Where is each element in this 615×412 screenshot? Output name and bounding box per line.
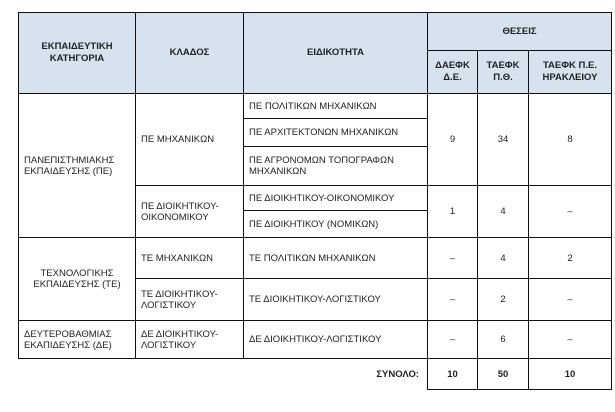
- header-branch: ΚΛΑΔΟΣ: [136, 13, 244, 94]
- branch-cell: ΤΕ ΔΙΟΙΚΗΤΙΚΟΥ-ΛΟΓΙΣΤΙΚΟΥ: [136, 279, 244, 321]
- value-cell: –: [428, 238, 478, 279]
- value-cell: –: [529, 321, 612, 359]
- value-cell: 9: [428, 94, 478, 186]
- header-positions: ΘΕΣΕΙΣ: [428, 13, 612, 51]
- specialty-cell: ΠΕ ΑΓΡΟΝΟΜΩΝ ΤΟΠΟΓΡΑΦΩΝ ΜΗΧΑΝΙΚΩΝ: [244, 147, 428, 186]
- branch-cell: ΤΕ ΜΗΧΑΝΙΚΩΝ: [136, 238, 244, 279]
- branch-cell: ΠΕ ΜΗΧΑΝΙΚΩΝ: [136, 94, 244, 186]
- value-cell: –: [428, 321, 478, 359]
- branch-cell: ΠΕ ΔΙΟΙΚΗΤΙΚΟΥ-ΟΙΚΟΝΟΜΙΚΟΥ: [136, 186, 244, 238]
- value-cell: –: [529, 186, 612, 238]
- total-value: 10: [428, 359, 478, 390]
- header-col3: ΤΑΕΦΚ Π.Ε. ΗΡΑΚΛΕΙΟΥ: [529, 51, 612, 94]
- specialty-cell: ΤΕ ΔΙΟΙΚΗΤΙΚΟΥ-ΛΟΓΙΣΤΙΚΟΥ: [244, 279, 428, 321]
- header-col2: ΤΑΕΦΚ Π.Θ.: [478, 51, 529, 94]
- category-cell: ΔΕΥΤΕΡΟΒΑΘΜΙΑΣ ΕΚΑΠΙΔΕΥΣΗΣ (ΔΕ): [19, 321, 136, 359]
- positions-table: [18, 12, 612, 390]
- category-cell: ΤΕΧΝΟΛΟΓΙΚΗΣ ΕΚΠΑΙΔΕΥΣΗΣ (ΤΕ): [19, 238, 136, 321]
- specialty-cell: ΠΕ ΑΡΧΙΤΕΚΤΟΝΩΝ ΜΗΧΑΝΙΚΩΝ: [244, 119, 428, 147]
- value-cell: 4: [478, 186, 529, 238]
- value-cell: –: [428, 279, 478, 321]
- value-cell: –: [529, 279, 612, 321]
- value-cell: 2: [478, 279, 529, 321]
- specialty-cell: ΤΕ ΠΟΛΙΤΙΚΩΝ ΜΗΧΑΝΙΚΩΝ: [244, 238, 428, 279]
- branch-cell: ΔΕ ΔΙΟΙΚΗΤΙΚΟΥ-ΛΟΓΙΣΤΙΚΟΥ: [136, 321, 244, 359]
- value-cell: 1: [428, 186, 478, 238]
- header-col1: ΔΑΕΦΚ Δ.Ε.: [428, 51, 478, 94]
- total-label: ΣΥΝΟΛΟ:: [376, 368, 419, 380]
- value-cell: 6: [478, 321, 529, 359]
- specialty-cell: ΠΕ ΔΙΟΙΚΗΤΙΚΟΥ-ΟΙΚΟΝΟΜΙΚΟΥ: [244, 186, 428, 211]
- value-cell: 2: [529, 238, 612, 279]
- total-value: 10: [529, 359, 612, 390]
- specialty-cell: ΠΕ ΠΟΛΙΤΙΚΩΝ ΜΗΧΑΝΙΚΩΝ: [244, 94, 428, 119]
- specialty-cell: ΔΕ ΔΙΟΙΚΗΤΙΚΟΥ-ΛΟΓΙΣΤΙΚΟΥ: [244, 321, 428, 359]
- total-value: 50: [478, 359, 529, 390]
- value-cell: 4: [478, 238, 529, 279]
- specialty-cell: ΠΕ ΔΙΟΙΚΗΤΙΚΟΥ (ΝΟΜΙΚΩΝ): [244, 211, 428, 238]
- value-cell: 34: [478, 94, 529, 186]
- header-specialty: ΕΙΔΙΚΟΤΗΤΑ: [244, 13, 428, 94]
- header-category: ΕΚΠΑΙΔΕΥΤΙΚΗ ΚΑΤΗΓΟΡΙΑ: [19, 13, 136, 94]
- value-cell: 8: [529, 94, 612, 186]
- category-cell: ΠΑΝΕΠΙΣΤΗΜΙΑΚΗΣ ΕΚΠΑΙΔΕΥΣΗΣ (ΠΕ): [19, 94, 136, 238]
